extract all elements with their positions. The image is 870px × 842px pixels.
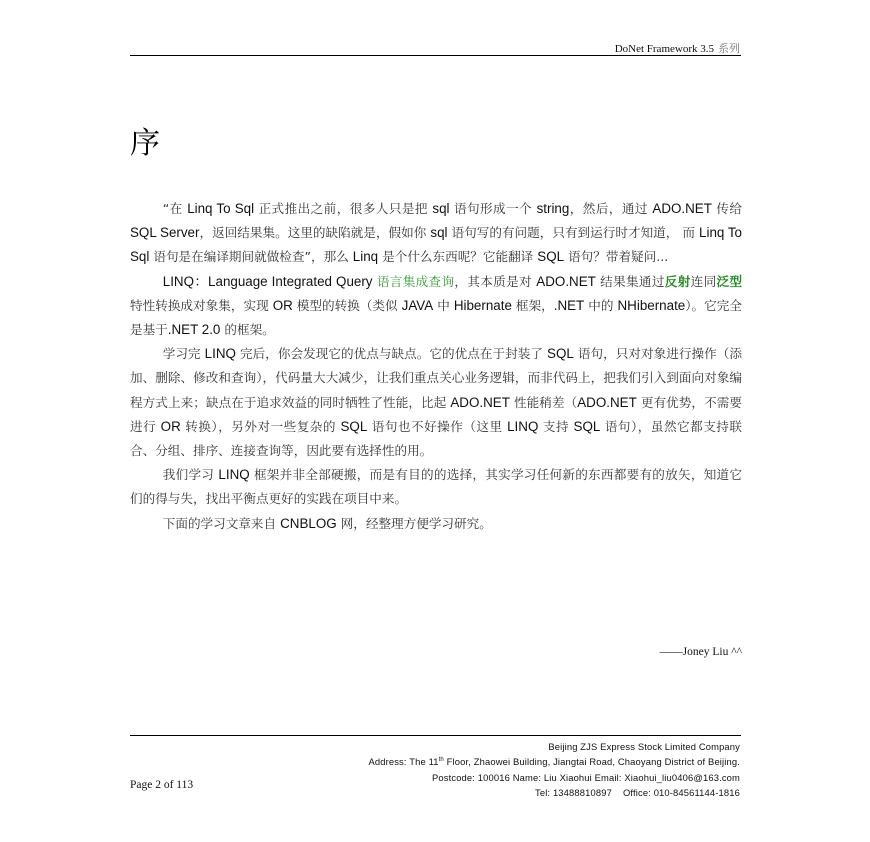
text-run: Hibernate — [453, 297, 512, 313]
text-run: 中 — [433, 297, 454, 313]
running-header — [615, 40, 740, 56]
text-run: 结果集通过 — [595, 273, 665, 289]
text-run: 转换），另外对一些复杂的 — [180, 418, 341, 434]
text-run: 我们学习 — [162, 467, 219, 483]
text-run: CNBLOG — [280, 515, 337, 531]
text-run: LINQ — [507, 418, 539, 434]
text-run: NHibernate — [617, 297, 686, 313]
text-run: Linq To Sql — [187, 201, 255, 216]
text-run: ADO.NET — [652, 201, 712, 216]
text-run: 更有优势，不需要进行 — [130, 394, 742, 434]
text-run: 传给 — [711, 201, 742, 216]
body-text — [130, 197, 742, 536]
text-run: string — [536, 201, 570, 216]
section-heading: 序 — [130, 126, 160, 161]
footer-address — [368, 754, 740, 769]
text-run: 语句形成一个 — [449, 201, 537, 216]
text-run: ，然后，通过 — [569, 201, 653, 216]
text-run: .NET — [553, 297, 585, 313]
text-run: sql — [432, 201, 450, 216]
footer-phone: Tel: 13488810897 Office: 010-84561144-1816 — [535, 787, 740, 799]
footer-company-info — [368, 739, 740, 801]
header-title: DoNet Framework 3.5 — [614, 43, 714, 55]
text-run: Linq — [352, 249, 379, 265]
paragraph-1 — [130, 197, 742, 270]
text-run: “在 — [162, 201, 188, 216]
text-run: 是个什么东西呢？它能翻译 — [378, 249, 538, 265]
text-run: 特性转换成对象集，实现 — [130, 297, 273, 313]
text-run: 的框架。 — [220, 322, 275, 338]
text-run: 模型的转换（类似 — [292, 297, 402, 313]
footer-company-name: Beijing ZJS Express Stock Limited Company — [548, 741, 740, 752]
footer-address-sup: th — [438, 757, 444, 764]
linq-definition-cn: 语言集成查询 — [372, 273, 455, 289]
emphasis-generics: 泛型 — [716, 273, 743, 289]
text-run: 性能稍差（ — [509, 394, 578, 410]
header-rule — [130, 55, 741, 56]
text-run: ADO.NET — [450, 394, 510, 410]
paragraph-5 — [130, 512, 742, 536]
text-run: LINQ — [204, 346, 236, 362]
text-run: 正式推出之前，很多人只是把 — [254, 201, 433, 216]
author-signature: ——Joney Liu ^^ — [659, 646, 742, 658]
text-run: 语句？带着疑问... — [564, 249, 669, 265]
text-run: SQL — [537, 249, 565, 265]
text-run: ，其本质是对 — [454, 273, 537, 289]
paragraph-4 — [130, 463, 742, 511]
emphasis-reflection: 反射 — [664, 273, 691, 289]
text-run: SQL — [340, 418, 368, 434]
text-run: JAVA — [401, 297, 434, 313]
text-run: 语句），虽然它都支持联合、分组、排序、连接查询等，因此要有选择性的用。 — [130, 418, 742, 459]
text-run: SQL — [547, 346, 574, 362]
text-run: 完后，你会发现它的优点与缺点。它的优点在于封装了 — [235, 346, 548, 362]
text-run: LINQ — [218, 467, 250, 483]
text-run: OR — [272, 297, 293, 313]
text-run: 框架， — [511, 297, 554, 313]
footer-contact: Postcode: 100016 Name: Liu Xiaohui Email: Xiaohui_liu0406@163.com — [432, 771, 740, 783]
text-run: 网，经整理方便学习研究。 — [336, 515, 492, 531]
paragraph-2 — [130, 270, 742, 343]
text-run: 连同 — [690, 273, 717, 289]
text-run: OR — [160, 418, 181, 434]
text-run: 下面的学习文章来自 — [162, 515, 281, 531]
text-run: Linq To Sql — [130, 225, 742, 265]
text-run: sql — [430, 225, 448, 241]
paragraph-3 — [130, 342, 742, 463]
text-run: 框架并非全部硬搬，而是有目的的选择，其实学习任何新的东西都要有的放矢，知道它们的得与失，找出平衡点更好的实践在项目中来。 — [130, 467, 742, 507]
footer-rule — [130, 735, 741, 736]
text-run: ）。它完全是基于 — [130, 297, 742, 338]
text-run: 语句写的有问题，只有到运行时才知道， 而 — [447, 225, 700, 241]
footer-address-text: Floor, Zhaowei Building, Jiangtai Road, Chaoyang District of Beijing. — [443, 756, 740, 768]
text-run: ，返回结果集。这里的缺陷就是，假如你 — [199, 225, 431, 241]
linq-definition: LINQ：Language Integrated Query — [162, 273, 373, 289]
header-series-label: 系列 — [718, 43, 740, 55]
text-run: 语句是在编译期间就做检查”，那么 — [149, 249, 353, 265]
text-run: ADO.NET — [536, 273, 596, 289]
footer-address-text: Address: The 11 — [368, 756, 439, 768]
text-run: SQL — [573, 418, 601, 434]
text-run: 学习完 — [162, 346, 205, 362]
text-run: ADO.NET — [577, 394, 637, 410]
text-run: 支持 — [538, 418, 574, 434]
text-run: 语句，只对对象进行操作（添加、删除、修改和查询），代码量大大减少，让我们重点关心业务逻辑，而非代码上，把我们引入到面向对象编程方式上来；缺点在于追求效益的同时牺牲了性能，比起 — [130, 346, 742, 410]
text-run: .NET 2.0 — [167, 322, 221, 338]
text-run: SQL Server — [130, 225, 200, 241]
text-run: 中的 — [584, 297, 618, 313]
page-number: Page 2 of 113 — [130, 779, 194, 791]
text-run: 语句也不好操作（这里 — [367, 418, 508, 434]
